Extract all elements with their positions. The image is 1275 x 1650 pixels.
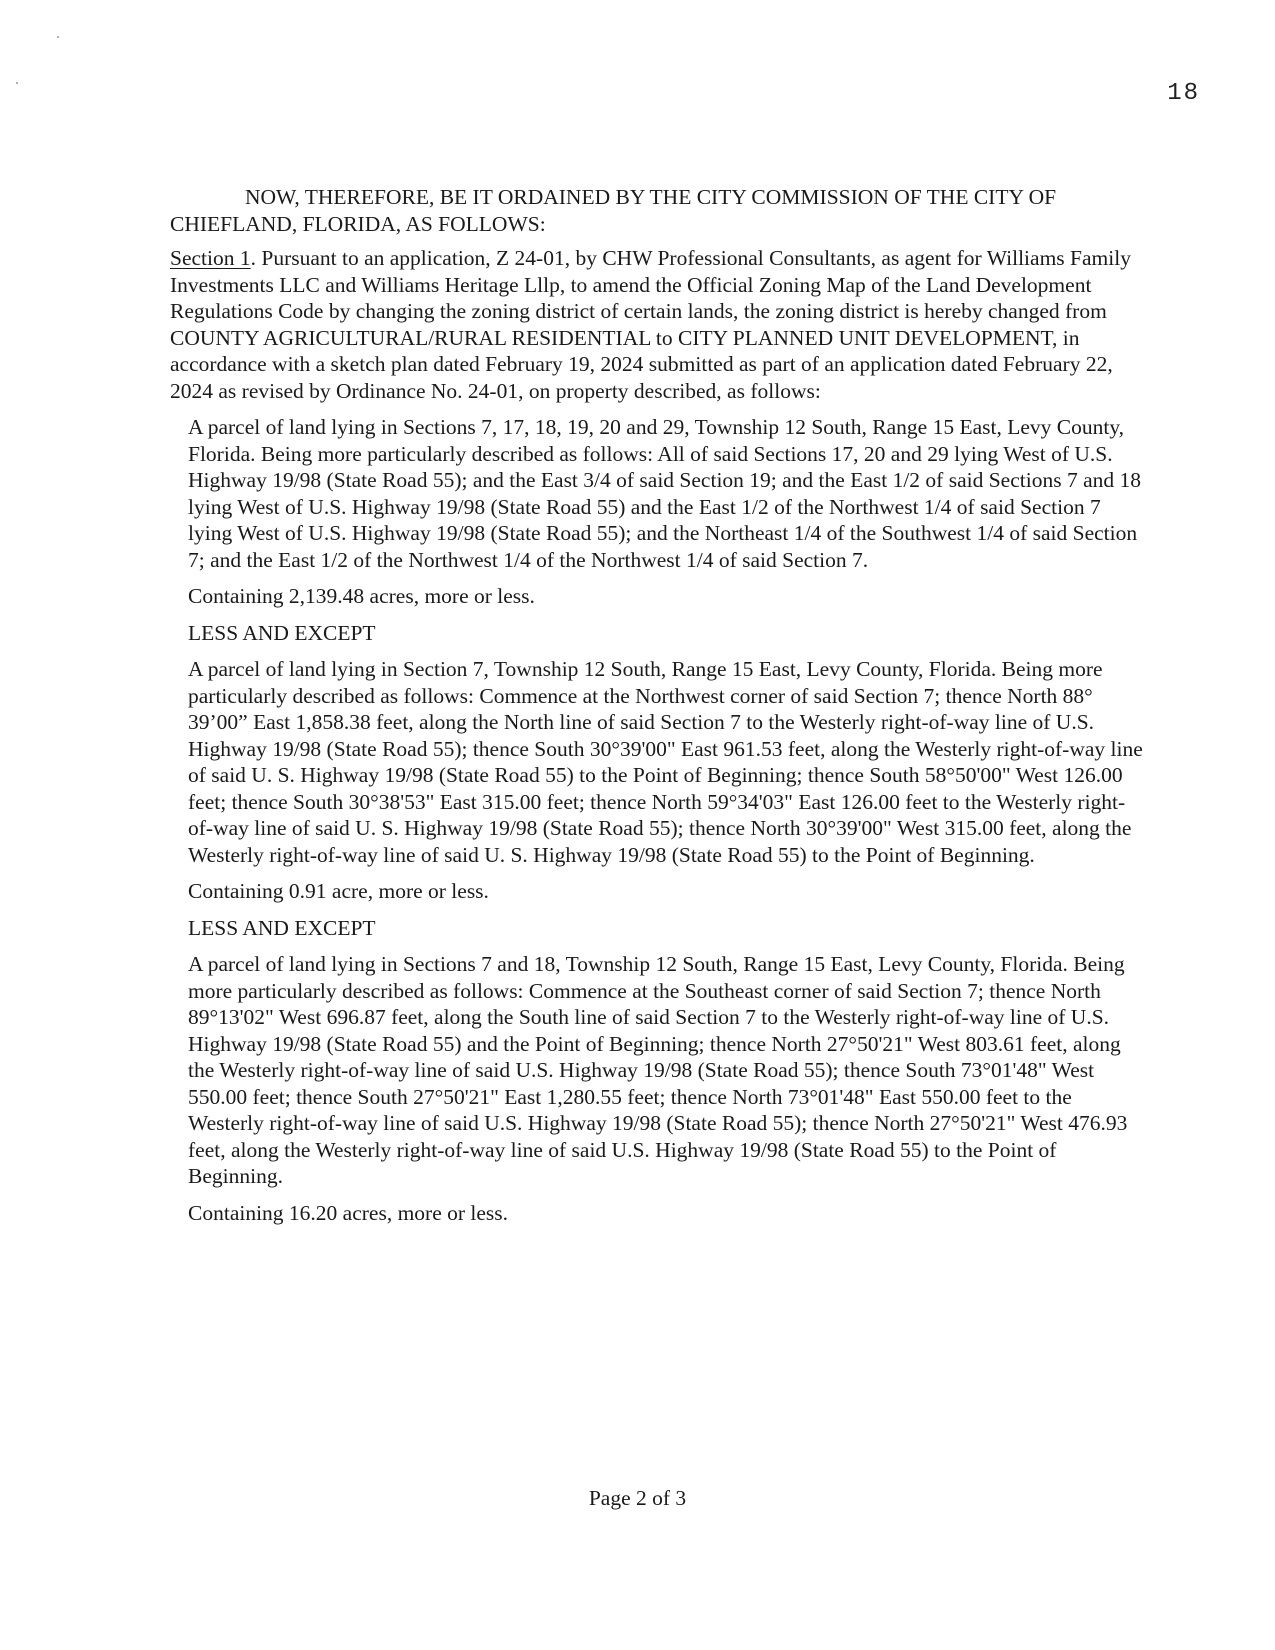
parcel-1-acreage: Containing 2,139.48 acres, more or less. xyxy=(188,584,535,608)
parcel-2-acreage: Containing 0.91 acre, more or less. xyxy=(188,879,489,903)
parcel-3-acreage: Containing 16.20 acres, more or less. xyxy=(188,1200,509,1225)
page-footer: Page 2 of 3 xyxy=(588,1486,687,1510)
parcel-2-description: A parcel of land lying in Section 7, Township 12 South, Range 15 East, Levy County, Florida. Being more particularly described as follows: Commence at the Northwest corner of said Section 7; thence North 88° 39’00” East 1,858.38 feet, along the North line of said Section 7 to the Westerly right-of-way line of U.S. Highway 19/98 (State Road 55); thence South 30°39'00" East 961.53 feet, along the Westerly right-of-way line of said U. S. Highway 19/98 (State Road 55) to the Point of Beginning; thence South 58°50'00" West 126.00 feet; thence South 30°38'53" East 315.00 feet; thence North 59°34'03" East 126.00 feet to the Westerly right-of-way line of said U. S. Highway 19/98 (State Road 55); thence North 30°39'00" West 315.00 feet, along the Westerly right-of-way line of said U. S. Highway 19/98 (State Road 55) to the Point of Beginning. xyxy=(188,657,1143,867)
less-and-except-heading: LESS AND EXCEPT xyxy=(188,620,376,645)
document-body xyxy=(170,184,1145,1236)
scan-speck xyxy=(16,82,18,84)
ordaining-clause: NOW, THEREFORE, BE IT ORDAINED BY THE CITY COMMISSION OF THE CITY OF CHIEFLAND, FLORIDA, AS FOLLOWS: xyxy=(170,185,1057,236)
parcel-1-description: A parcel of land lying in Sections 7, 17, 18, 19, 20 and 29, Township 12 South, Range 15 East, Levy County, Florida. Being more particularly described as follows: All of said Sections 17, 20 and 29 lying West of U.S. Highway 19/98 (State Road 55); and the East 3/4 of said Section 19; and the East 1/2 of said Sections 7 and 18 lying West of U.S. Highway 19/98 (State Road 55) and the East 1/2 of the Northwest 1/4 of said Section 7 lying West of U.S. Highway 19/98 (State Road 55); and the Northeast 1/4 of the Southwest 1/4 of said Section 7; and the East 1/2 of the Northwest 1/4 of the Northwest 1/4 of said Section 7. xyxy=(188,415,1142,572)
page-number-mark: 18 xyxy=(1167,80,1200,107)
scan-speck xyxy=(57,36,59,38)
section-1-text: . Pursuant to an application, Z 24-01, by CHW Professional Consultants, as agent for Williams Family Investments LLC and Williams Heritage Lllp, to amend the Official Zoning Map of the Land Development Regulations Code by changing the zoning district of certain lands, the zoning district is hereby changed from COUNTY AGRICULTURAL/RURAL RESIDENTIAL to CITY PLANNED UNIT DEVELOPMENT, in accordance with a sketch plan dated February 19, 2024 submitted as part of an application dated February 22, 2024 as revised by Ordinance No. 24-01, on property described, as follows: xyxy=(170,246,1131,403)
less-and-except-heading: LESS AND EXCEPT xyxy=(188,915,376,940)
parcel-3-description: A parcel of land lying in Sections 7 and 18, Township 12 South, Range 15 East, Levy County, Florida. Being more particularly described as follows: Commence at the Southeast corner of said Section 7; thence North 89°13'02" West 696.87 feet, along the South line of said Section 7 to the Westerly right-of-way line of U.S. Highway 19/98 (State Road 55) and the Point of Beginning; thence North 27°50'21" West 803.61 feet, along the Westerly right-of-way line of said U.S. Highway 19/98 (State Road 55); thence South 73°01'48" West 550.00 feet; thence South 27°50'21" East 1,280.55 feet; thence North 73°01'48" East 550.00 feet to the Westerly right-of-way line of said U.S. Highway 19/98 (State Road 55); thence North 27°50'21" West 476.93 feet, along the Westerly right-of-way line of said U.S. Highway 19/98 (State Road 55) to the Point of Beginning. xyxy=(188,952,1128,1188)
section-1-label: Section 1 xyxy=(170,246,251,270)
section-1-paragraph xyxy=(170,245,1145,404)
